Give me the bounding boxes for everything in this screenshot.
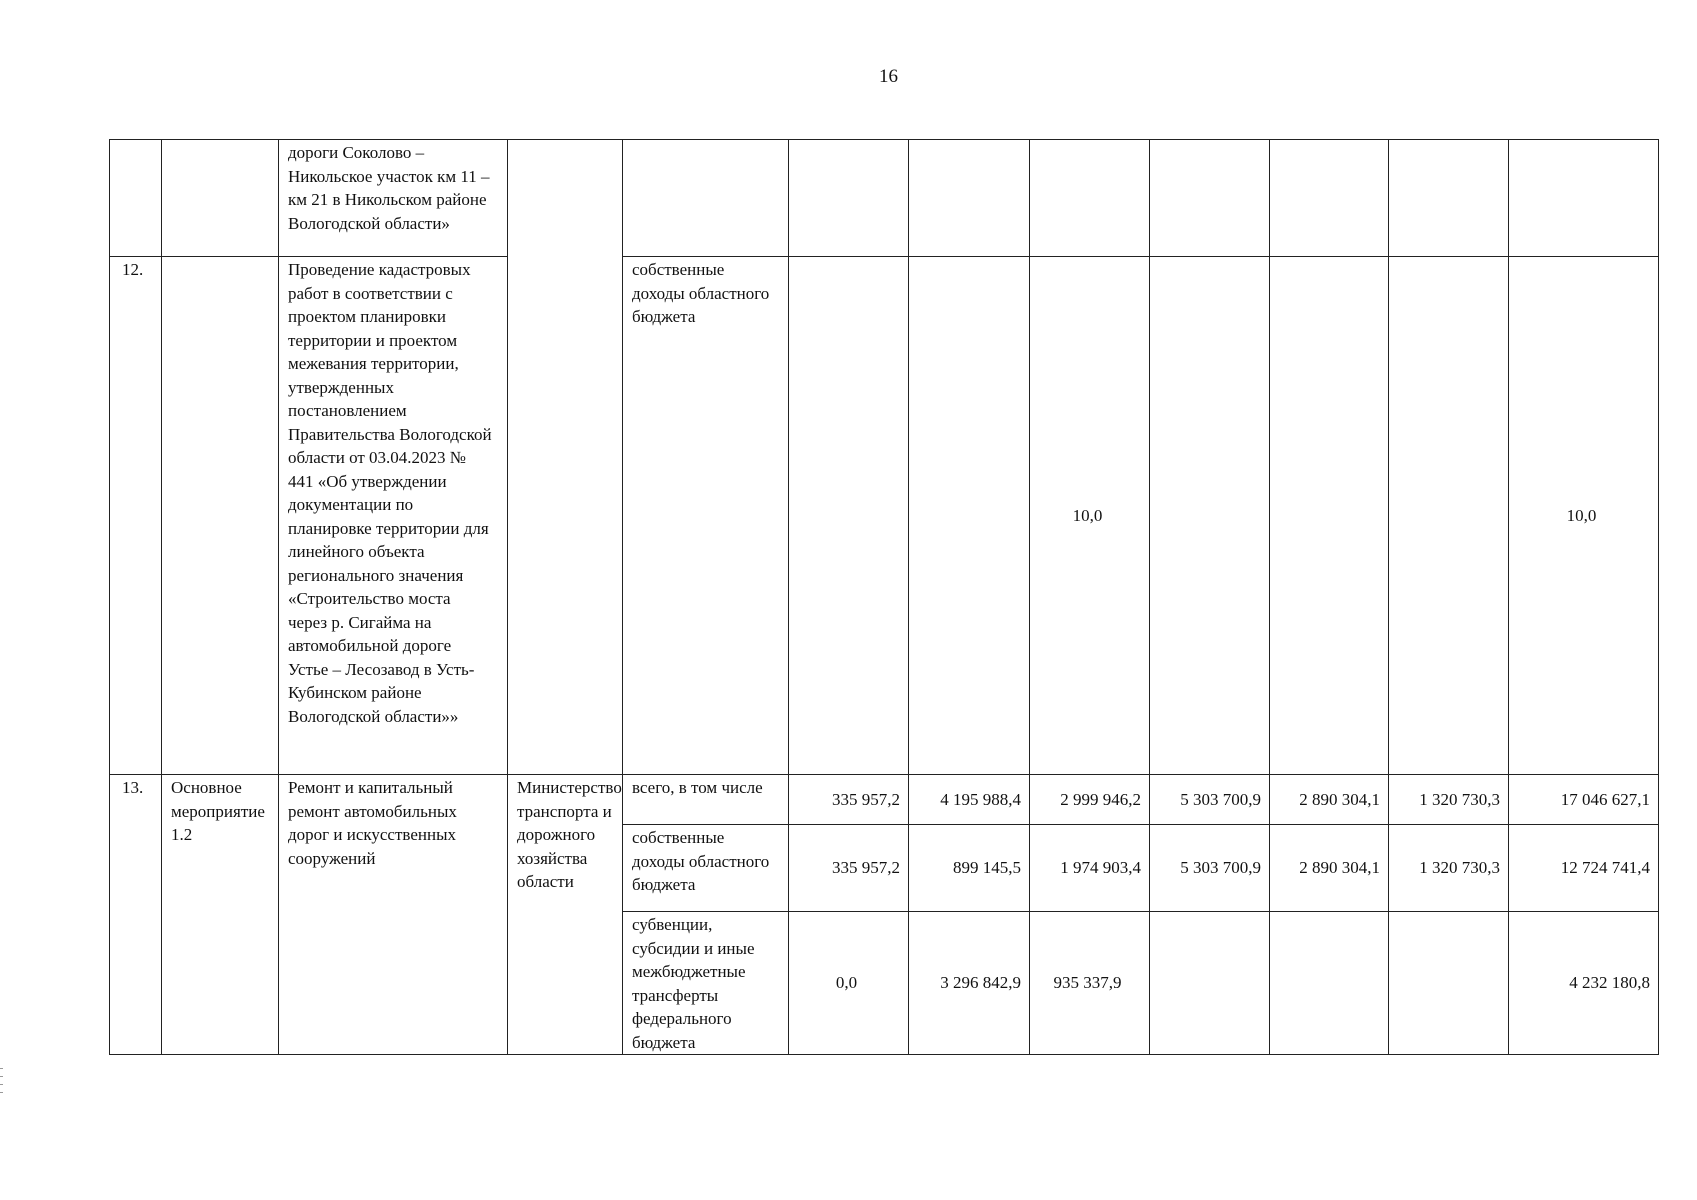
- table-row-continuation: [110, 140, 1659, 257]
- budget-table: [109, 139, 1659, 1055]
- row12-source-cell: [623, 257, 789, 775]
- row13-s3-value-5: [1270, 912, 1389, 1055]
- row13-s1-value-1: 335 957,2: [789, 775, 909, 825]
- cell-executor: [508, 140, 623, 775]
- row13-source-1-cell: [623, 775, 789, 825]
- scan-mark: [0, 1076, 3, 1077]
- row12-value-5: [1270, 257, 1389, 775]
- row13-name-cell: [279, 775, 508, 1055]
- cell-name: [279, 140, 508, 257]
- row13-s1-total: 17 046 627,1: [1509, 775, 1659, 825]
- row13-executor: Министерство транспорта и дорожного хозяйства области: [517, 778, 622, 891]
- row12-total: 10,0: [1509, 257, 1659, 775]
- row13-s2-value-5: 2 890 304,1: [1270, 825, 1389, 912]
- row13-source-2: собственные доходы областного бюджета: [632, 828, 770, 894]
- table-row-12: [110, 257, 1659, 775]
- cell-source: [623, 140, 789, 257]
- row12-name: Проведение кадастровых работ в соответствии с проектом планировки территории и проектом межевания территории, утвержденных постановлением Правительства Вологодской области от 03.04.2023 № 441 «Об утверждении документации по планировке территории для линейного объекта регионального значения «Строительство моста через р. Сигайма на автомобильной дороге Устье – Лесозавод в Усть-Кубинском районе Вологодской области»»: [288, 260, 492, 726]
- row13-s3-total: 4 232 180,8: [1509, 912, 1659, 1055]
- cell-index: [110, 140, 162, 257]
- page-number: 16: [879, 66, 898, 87]
- row12-value-6: [1389, 257, 1509, 775]
- continuation-name: дороги Соколово – Никольское участок км 11 – км 21 в Никольском районе Вологодской области»: [288, 143, 490, 233]
- row12-source: собственные доходы областного бюджета: [632, 260, 770, 326]
- row13-s3-value-6: [1389, 912, 1509, 1055]
- row13-s2-value-3: 1 974 903,4: [1030, 825, 1150, 912]
- row13-s1-value-3: 2 999 946,2: [1030, 775, 1150, 825]
- row13-s2-value-6: 1 320 730,3: [1389, 825, 1509, 912]
- table-row-13-total: [110, 775, 1659, 825]
- row13-executor-cell: [508, 775, 623, 1055]
- row13-source-2-cell: [623, 825, 789, 912]
- row13-s1-value-5: 2 890 304,1: [1270, 775, 1389, 825]
- row12-name-cell: [279, 257, 508, 775]
- row13-s3-value-4: [1150, 912, 1270, 1055]
- row13-source-3-cell: [623, 912, 789, 1055]
- row13-s1-value-2: 4 195 988,4: [909, 775, 1030, 825]
- row12-value-2: [909, 257, 1030, 775]
- row13-s1-value-4: 5 303 700,9: [1150, 775, 1270, 825]
- row13-type-cell: [162, 775, 279, 1055]
- row13-s3-value-2: 3 296 842,9: [909, 912, 1030, 1055]
- row13-name: Ремонт и капитальный ремонт автомобильных дорог и искусственных сооружений: [288, 778, 457, 868]
- row12-type: [162, 257, 279, 775]
- row13-index: 13.: [110, 775, 162, 1055]
- scan-mark: [0, 1092, 3, 1093]
- row13-s2-total: 12 724 741,4: [1509, 825, 1659, 912]
- row12-index: 12.: [110, 257, 162, 775]
- row13-s1-value-6: 1 320 730,3: [1389, 775, 1509, 825]
- row13-s2-value-4: 5 303 700,9: [1150, 825, 1270, 912]
- scan-mark: [0, 1084, 3, 1085]
- row13-source-3: субвенции, субсидии и иные межбюджетные трансферты федерального бюджета: [632, 915, 755, 1052]
- row12-value-4: [1150, 257, 1270, 775]
- row13-s2-value-2: 899 145,5: [909, 825, 1030, 912]
- row12-value-3: 10,0: [1030, 257, 1150, 775]
- row13-type: Основное мероприятие 1.2: [171, 778, 265, 844]
- row12-value-1: [789, 257, 909, 775]
- cell-type: [162, 140, 279, 257]
- scan-mark: [0, 1068, 3, 1069]
- row13-source-1: всего, в том числе: [632, 778, 763, 797]
- row13-s3-value-1: 0,0: [789, 912, 909, 1055]
- row13-s2-value-1: 335 957,2: [789, 825, 909, 912]
- row13-s3-value-3: 935 337,9: [1030, 912, 1150, 1055]
